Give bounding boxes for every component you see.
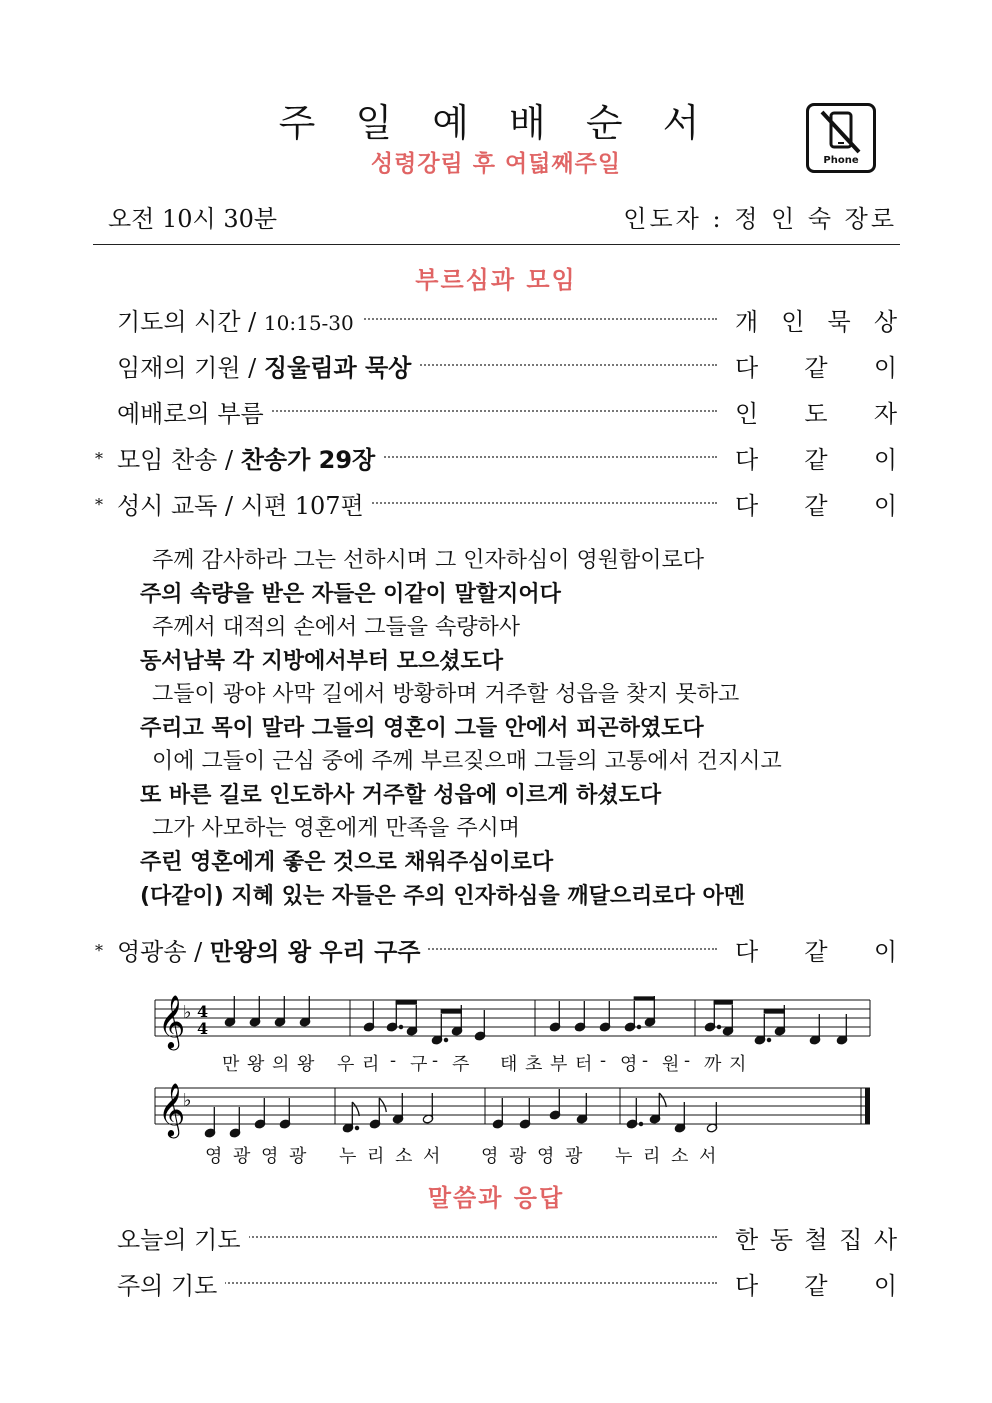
treble-clef-icon: 𝄞: [158, 994, 186, 1048]
congregation-verse: 동서남북 각 지방에서부터 모으셨도다: [140, 649, 504, 674]
order-item-title: [117, 486, 372, 521]
section-heading-word: 말씀과 응답: [427, 1184, 565, 1212]
order-item: [95, 394, 897, 428]
lyric-syllable: 영: [205, 1146, 223, 1167]
service-leader: 인도자 : 정 인 숙 장로: [623, 205, 897, 233]
congregation-verse: 또 바른 길로 인도하사 거주할 성읍에 이르게 하셨도다: [140, 783, 662, 808]
order-item-performer: 다 같 이: [735, 492, 897, 520]
order-title-text: 성시 교독 / 시편 107편: [117, 492, 364, 520]
music-staff-2: [150, 1078, 875, 1142]
lyric-syllable: -: [600, 1050, 607, 1071]
order-title-text: 모임 찬송 /: [117, 446, 241, 474]
order-item-gloria: [95, 932, 897, 966]
lyric-syllable: -: [684, 1050, 691, 1071]
lyric-syllable: 누: [615, 1146, 633, 1167]
lyric-syllable: 태: [500, 1054, 518, 1075]
lyric-syllable: 영: [261, 1146, 279, 1167]
order-title-text: 영광송 /: [117, 938, 210, 966]
lyric-syllable: -: [642, 1050, 649, 1071]
lyric-syllable: -: [390, 1050, 397, 1071]
leader-verse: 주께서 대적의 손에서 그들을 속량하사: [152, 615, 521, 640]
lyric-syllable: 영: [481, 1146, 499, 1167]
order-title-text: 기도의 시간 /: [117, 308, 264, 336]
header-divider: [93, 244, 900, 245]
order-item-title: [117, 302, 362, 337]
lyric-syllable: 리: [643, 1146, 661, 1167]
music-staff-1: [150, 990, 875, 1054]
order-detail-text: 징울림과 묵상: [263, 354, 412, 382]
leader-verse: 그들이 광야 사막 길에서 방황하며 거주할 성읍을 찾지 못하고: [152, 682, 740, 707]
lyric-syllable: 광: [565, 1146, 583, 1167]
page-subtitle: 성령강림 후 여덟째주일: [370, 151, 622, 177]
order-item: [95, 1220, 897, 1254]
lyric-syllable: 서: [699, 1146, 717, 1167]
congregation-verse: (다같이) 지혜 있는 자들은 주의 인자하심을 깨달으리로다 아멘: [140, 884, 746, 909]
order-item: [95, 1266, 897, 1300]
lyric-syllable: 광: [509, 1146, 527, 1167]
congregation-verse: 주린 영혼에게 좋은 것으로 채워주심이로다: [140, 850, 554, 875]
leader-verse: 주께 감사하라 그는 선하시며 그 인자하심이 영원함이로다: [152, 548, 705, 573]
lyric-syllable: 의: [272, 1054, 290, 1075]
lyric-syllable: 우: [337, 1054, 355, 1075]
lyric-syllable: 지: [729, 1054, 747, 1075]
leader-verse: 이에 그들이 근심 중에 주께 부르짖으매 그들의 고통에서 건지시고: [152, 749, 782, 774]
order-item-performer: 인 도 자: [735, 400, 897, 428]
order-detail-text: 10:15-30: [263, 311, 354, 335]
lyric-syllable: 원: [662, 1054, 680, 1075]
lyric-syllable: -: [432, 1050, 439, 1071]
order-title-text: 임재의 기원 /: [117, 354, 264, 382]
phone-sign-label: Phone: [823, 155, 859, 166]
lyric-syllable: 리: [367, 1146, 385, 1167]
congregation-verse: 주리고 목이 말라 그들의 영혼이 그들 안에서 피곤하였도다: [140, 716, 704, 741]
lyric-syllable: 만: [222, 1054, 240, 1075]
lyric-syllable: 리: [362, 1054, 380, 1075]
lyric-syllable: 까: [704, 1054, 722, 1075]
lyric-syllable: 영: [620, 1054, 638, 1075]
order-item: [95, 440, 897, 474]
lyric-syllable: 구: [410, 1054, 428, 1075]
order-item-performer: 다 같 이: [735, 354, 897, 382]
no-phone-icon: [806, 103, 876, 173]
treble-clef-icon: 𝄞: [158, 1082, 186, 1136]
lyric-syllable: 주: [452, 1054, 470, 1075]
lyric-syllable: 광: [233, 1146, 251, 1167]
standing-mark: *: [95, 941, 103, 960]
order-item-performer: 한 동 철 집 사: [735, 1226, 897, 1254]
standing-mark: *: [95, 495, 103, 514]
order-item-title: 주의 기도: [117, 1266, 225, 1301]
page-title: 주 일 예 배 순 서: [278, 101, 714, 145]
order-detail-text: 만왕의 왕 우리 구주: [209, 938, 421, 966]
section-heading-calling: 부르심과 모임: [415, 266, 577, 294]
order-detail-text: 찬송가 29장: [240, 446, 376, 474]
order-item-title: [117, 394, 272, 429]
svg-text:4: 4: [197, 1002, 209, 1021]
flat-icon: ♭: [183, 1002, 192, 1023]
order-item-title: [117, 932, 428, 967]
svg-text:4: 4: [197, 1019, 209, 1038]
standing-mark: *: [95, 449, 103, 468]
lyric-syllable: 영: [537, 1146, 555, 1167]
lyric-syllable: 부: [550, 1054, 568, 1075]
order-item-performer: 개 인 묵 상: [735, 308, 897, 336]
order-item-performer: 다 같 이: [735, 446, 897, 474]
flat-icon: ♭: [183, 1090, 192, 1111]
order-title-text: 예배로의 부름: [117, 400, 264, 428]
order-item-performer: 다 같 이: [735, 1272, 897, 1300]
lyric-syllable: 서: [423, 1146, 441, 1167]
order-item-performer: 다 같 이: [735, 938, 897, 966]
congregation-verse: 주의 속량을 받은 자들은 이같이 말할지어다: [140, 582, 561, 607]
lyric-syllable: 소: [395, 1146, 413, 1167]
lyric-syllable: 왕: [247, 1054, 265, 1075]
lyric-syllable: 소: [671, 1146, 689, 1167]
lyric-syllable: 광: [289, 1146, 307, 1167]
order-item: [95, 302, 897, 336]
service-time: 오전 10시 30분: [108, 205, 278, 233]
lyric-syllable: 터: [575, 1054, 593, 1075]
order-item-title: [117, 440, 383, 475]
lyric-syllable: 초: [525, 1054, 543, 1075]
lyric-syllable: 누: [339, 1146, 357, 1167]
order-item: [95, 486, 897, 520]
order-item-title: 오늘의 기도: [117, 1220, 249, 1255]
lyric-syllable: 왕: [297, 1054, 315, 1075]
leader-verse: 그가 사모하는 영혼에게 만족을 주시며: [152, 816, 521, 841]
order-item-title: [117, 348, 419, 383]
order-item: [95, 348, 897, 382]
